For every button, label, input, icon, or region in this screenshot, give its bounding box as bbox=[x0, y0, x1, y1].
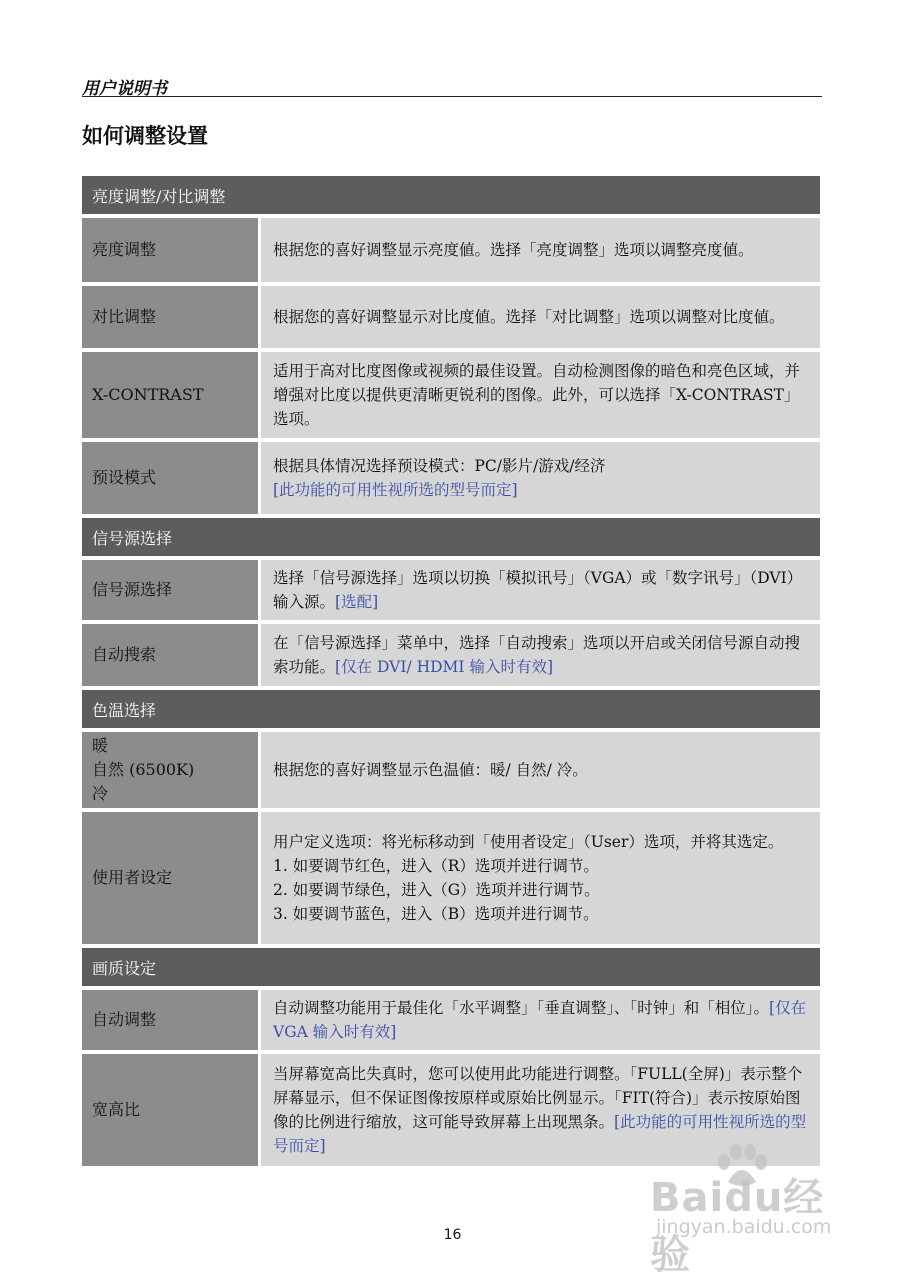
row-label: 宽高比 bbox=[82, 1054, 258, 1166]
row-label: X-CONTRAST bbox=[82, 352, 258, 438]
description-text: 根据您的喜好调整显示色温値：暖/ 自然/ 冷。 bbox=[273, 761, 588, 779]
step-item: 3. 如要调节蓝色，进入（B）选项并进行调节。 bbox=[273, 905, 599, 923]
section-header-color: 色温选择 bbox=[82, 690, 820, 728]
description-text: 根据您的喜好调整显示亮度値。选择「亮度调整」选项以调整亮度値。 bbox=[273, 241, 754, 259]
description-text bbox=[273, 566, 810, 614]
settings-table bbox=[82, 176, 820, 1170]
row-description bbox=[261, 442, 820, 514]
description-text: 适用于高对比度图像或视频的最佳设置。自动检测图像的暗色和亮色区域，并增强对比度以提供更清晰更锐利的图像。此外，可以选择「X-CONTRAST」选项。 bbox=[273, 362, 801, 428]
watermark-url: jingyan.baidu.com bbox=[656, 1216, 832, 1238]
row-description bbox=[261, 812, 820, 944]
row-label: 使用者设定 bbox=[82, 812, 258, 944]
availability-note: [仅在 VGA 输入时有效] bbox=[273, 999, 807, 1041]
step-item: 2. 如要调节绿色，进入（G）选项并进行调节。 bbox=[273, 881, 600, 899]
section-header-quality: 画质设定 bbox=[82, 948, 820, 986]
row-description bbox=[261, 218, 820, 282]
table-row bbox=[82, 560, 820, 620]
availability-note: [此功能的可用性视所选的型号而定] bbox=[273, 481, 518, 499]
description-text bbox=[273, 996, 810, 1044]
header-rule bbox=[82, 96, 822, 97]
table-row bbox=[82, 352, 820, 438]
description-text: 根据您的喜好调整显示对比度値。选择「对比调整」选项以调整对比度値。 bbox=[273, 308, 785, 326]
label-line: 暖 bbox=[92, 736, 109, 755]
section-header-source: 信号源选择 bbox=[82, 518, 820, 556]
section-header-brightness: 亮度调整/对比调整 bbox=[82, 176, 820, 214]
watermark bbox=[640, 1150, 860, 1278]
row-description bbox=[261, 624, 820, 686]
row-label: 预设模式 bbox=[82, 442, 258, 514]
table-row bbox=[82, 990, 820, 1050]
table-row bbox=[82, 812, 820, 944]
row-label: 对比调整 bbox=[82, 286, 258, 348]
description-main: 在「信号源选择」菜单中，选择「自动搜索」选项以开启或关闭信号源自动搜索功能。 bbox=[273, 634, 801, 676]
row-description bbox=[261, 990, 820, 1050]
description-main: 当屏幕宽高比失真时，您可以使用此功能进行调整。「FULL(全屏)」表示整个屏幕显示，但不保证图像按原样或原始比例显示。「FIT(符合)」表示按原始图像的比例进行缩放，这可能导致屏幕上出现黑条。 bbox=[273, 1065, 803, 1131]
page-number: 16 bbox=[443, 1227, 462, 1243]
availability-note: [选配] bbox=[335, 593, 379, 611]
description-text: 用户定义选项：将光标移动到「使用者设定」（User）选项，并将其选定。 bbox=[273, 833, 784, 851]
table-row bbox=[82, 732, 820, 808]
label-line: 自然 (6500K) bbox=[92, 760, 195, 779]
description-main: 自动调整功能用于最佳化「水平调整」「垂直调整」、「时钟」和「相位」。 bbox=[273, 999, 770, 1017]
row-label bbox=[82, 732, 258, 808]
table-row bbox=[82, 286, 820, 348]
label-line: 冷 bbox=[92, 784, 109, 803]
availability-note: [仅在 DVI/ HDMI 输入时有效] bbox=[335, 658, 554, 676]
row-label: 亮度调整 bbox=[82, 218, 258, 282]
row-label: 自动调整 bbox=[82, 990, 258, 1050]
description-main: 选择「信号源选择」选项以切换「模拟讯号」（VGA）或「数字讯号」（DVI）输入源。 bbox=[273, 569, 803, 611]
table-row bbox=[82, 218, 820, 282]
page-title: 如何调整设置 bbox=[82, 123, 208, 148]
manual-header-title: 用户说明书 bbox=[82, 79, 167, 99]
step-item: 1. 如要调节红色，进入（R）选项并进行调节。 bbox=[273, 857, 599, 875]
row-label: 自动搜索 bbox=[82, 624, 258, 686]
row-description bbox=[261, 560, 820, 620]
row-description bbox=[261, 732, 820, 808]
table-row bbox=[82, 624, 820, 686]
availability-note: [此功能的可用性视所选的型号而定] bbox=[273, 1113, 807, 1155]
row-description bbox=[261, 352, 820, 438]
row-label: 信号源选择 bbox=[82, 560, 258, 620]
watermark-brand: Baidu经验 bbox=[650, 1175, 825, 1278]
description-text: 根据具体情况选择预设模式：PC/影片/游戏/经济 bbox=[273, 457, 606, 475]
row-description bbox=[261, 286, 820, 348]
description-text bbox=[273, 631, 810, 679]
table-row bbox=[82, 442, 820, 514]
